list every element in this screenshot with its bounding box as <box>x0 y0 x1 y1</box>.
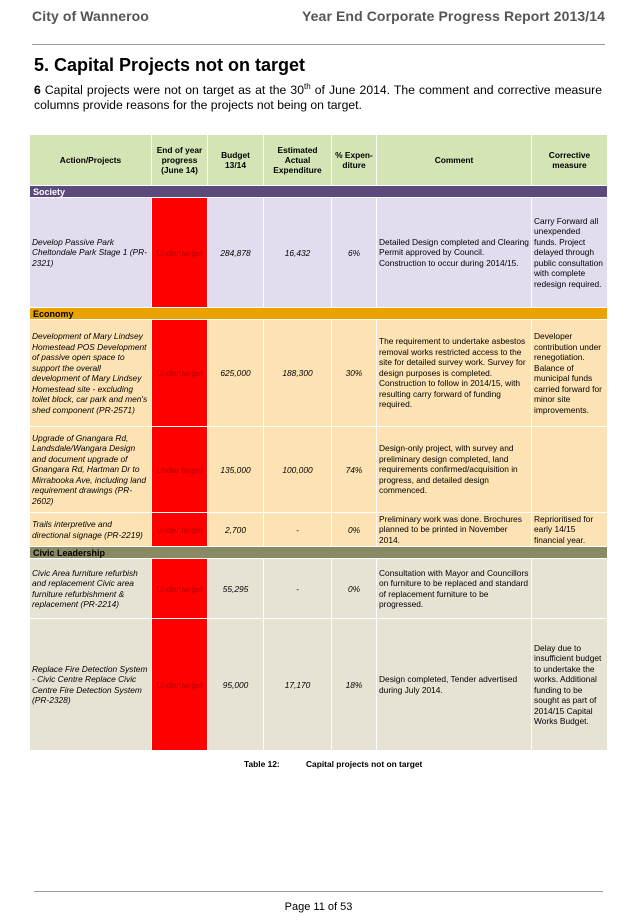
percent-cell: 6% <box>332 198 377 308</box>
col-header-comment: Comment <box>377 135 532 186</box>
budget-cell: 284,878 <box>208 198 264 308</box>
comment-cell: Preliminary work was done. Brochures planned to be printed in November 2014. <box>377 513 532 547</box>
percent-cell: 0% <box>332 559 377 619</box>
caption-text: Capital projects not on target <box>306 759 423 769</box>
comment-cell: Design completed, Tender advertised during July 2014. <box>377 619 532 751</box>
col-header-budget: Budget 13/14 <box>208 135 264 186</box>
status-cell: Under target <box>152 619 208 751</box>
actual-cell: - <box>264 513 332 547</box>
capital-projects-table <box>29 134 608 751</box>
percent-cell: 0% <box>332 513 377 547</box>
status-cell: Under target <box>152 513 208 547</box>
status-cell: Under target <box>152 198 208 308</box>
table-header-row <box>30 135 608 186</box>
actual-cell: 100,000 <box>264 427 332 513</box>
percent-cell: 18% <box>332 619 377 751</box>
section-label: Civic Leadership <box>30 547 608 559</box>
intro-superscript: th <box>303 81 311 91</box>
intro-text-a: Capital projects were not on target as at the 30 <box>40 83 304 97</box>
budget-cell: 135,000 <box>208 427 264 513</box>
comment-cell: Detailed Design completed and Clearing Permit approved by Council. Construction to occur during 2014/15. <box>377 198 532 308</box>
budget-cell: 625,000 <box>208 320 264 427</box>
status-cell: Under target <box>152 427 208 513</box>
corrective-cell: Delay due to insufficient budget to undertake the works. Additional funding to be sought as part of 2014/15 Capital Works Budget. <box>532 619 608 751</box>
table-row <box>30 320 608 427</box>
status-cell: Under target <box>152 320 208 427</box>
corrective-cell: Carry Forward all unexpended funds. Project delayed through public consultation with complete redesign required. <box>532 198 608 308</box>
project-cell: Upgrade of Gnangara Rd, Landsdale/Wangara Design and document upgrade of Gnangara Rd, Hartman Dr to Mirrabooka Ave, including land requirement drawings (PR-2602) <box>30 427 152 513</box>
intro-paragraph <box>34 83 602 113</box>
project-cell: Develop Passive Park Cheltondale Park Stage 1 (PR-2321) <box>30 198 152 308</box>
table-row <box>30 427 608 513</box>
section-row-economy <box>30 308 608 320</box>
project-cell: Trails interpretive and directional signage (PR-2219) <box>30 513 152 547</box>
section-row-civic-leadership <box>30 547 608 559</box>
intro-count: 6 <box>34 83 41 97</box>
table-caption <box>244 759 422 769</box>
actual-cell: 188,300 <box>264 320 332 427</box>
comment-cell: Consultation with Mayor and Councillors on furniture to be replaced and standard of replacement furniture to be progressed. <box>377 559 532 619</box>
project-cell: Replace Fire Detection System - Civic Centre Replace Civic Centre Fire Detection System (PR-2328) <box>30 619 152 751</box>
section-label: Society <box>30 186 608 198</box>
budget-cell: 95,000 <box>208 619 264 751</box>
actual-cell: 16,432 <box>264 198 332 308</box>
intro-text-b: of June 2014. The comment and corrective measure columns provide reasons for the projects not being on target. <box>34 83 602 112</box>
header-report-title: Year End Corporate Progress Report 2013/14 <box>302 8 605 24</box>
comment-cell: Design-only project, with survey and preliminary design completed, land requirements confirmed/acquisition in progress, and detailed design commenced. <box>377 427 532 513</box>
page-header <box>32 8 605 28</box>
budget-cell: 55,295 <box>208 559 264 619</box>
percent-cell: 30% <box>332 320 377 427</box>
table-row <box>30 198 608 308</box>
project-cell: Development of Mary Lindsey Homestead POS Development of passive open space to support the overall development of Mary Lindsey Homestead site - excluding toilet block, car park and men's shed component (PR-2571) <box>30 320 152 427</box>
header-organisation: City of Wanneroo <box>32 8 149 24</box>
corrective-cell: Developer contribution under renegotiation. Balance of municipal funds carried forward for minor site improvements. <box>532 320 608 427</box>
percent-cell: 74% <box>332 427 377 513</box>
col-header-actual: Estimated Actual Expenditure <box>264 135 332 186</box>
table-row <box>30 619 608 751</box>
table-row <box>30 559 608 619</box>
col-header-action-projects: Action/Projects <box>30 135 152 186</box>
table-row <box>30 513 608 547</box>
footer-rule <box>34 891 603 892</box>
section-label: Economy <box>30 308 608 320</box>
actual-cell: 17,170 <box>264 619 332 751</box>
header-rule <box>32 44 605 45</box>
col-header-progress: End of year progress (June 14) <box>152 135 208 186</box>
col-header-corrective: Corrective measure <box>532 135 608 186</box>
budget-cell: 2,700 <box>208 513 264 547</box>
corrective-cell <box>532 427 608 513</box>
col-header-percent: % Expen-diture <box>332 135 377 186</box>
corrective-cell: Reprioritised for early 14/15 financial year. <box>532 513 608 547</box>
actual-cell: - <box>264 559 332 619</box>
status-cell: Under target <box>152 559 208 619</box>
caption-number: Table 12: <box>244 759 280 769</box>
section-title: 5. Capital Projects not on target <box>34 55 306 75</box>
page-number: Page 11 of 53 <box>284 901 353 913</box>
section-row-society <box>30 186 608 198</box>
comment-cell: The requirement to undertake asbestos removal works restricted access to the site for detailed survey work. Survey for design purposes is completed. Construction to follow in 2014/15, with resulting carry forward of funding required. <box>377 320 532 427</box>
corrective-cell <box>532 559 608 619</box>
project-cell: Civic Area furniture refurbish and replacement Civic area furniture refurbishment & replacement (PR-2214) <box>30 559 152 619</box>
